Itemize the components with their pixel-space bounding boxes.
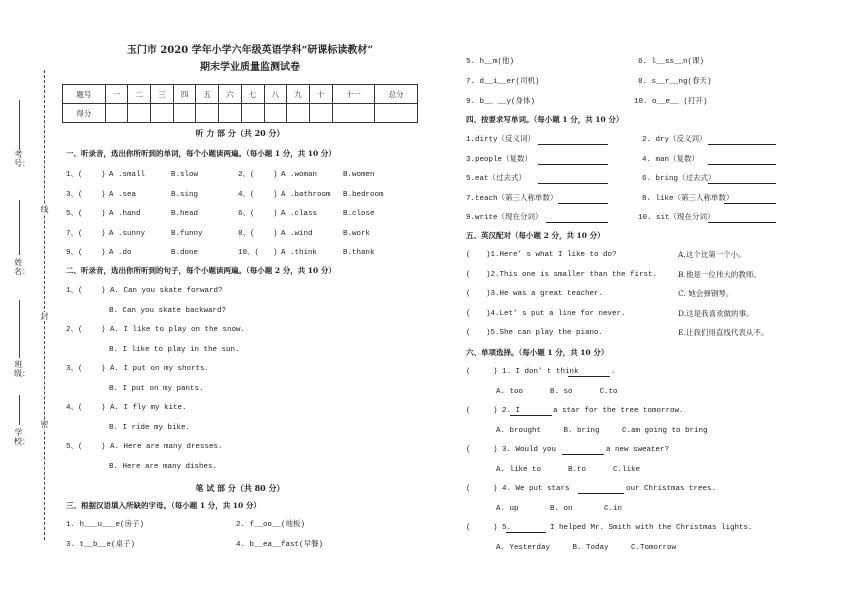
section2-title: 二、听录音，选出你所听到的句子，每个小题读两遍。（每小题 2 分，共 10 分） bbox=[66, 266, 336, 275]
margin-xingming: 姓名： bbox=[14, 258, 30, 276]
s3-item-10: 10. o__e__ (打开) bbox=[634, 98, 708, 106]
score-input[interactable] bbox=[375, 104, 418, 123]
list-item: ( )2.This one is smaller than the first. B.他是一位伟大的教师。 bbox=[466, 269, 761, 279]
list-item: ( )5.She can play the piano. E.让我们用直线代表从不。 bbox=[466, 328, 769, 337]
list-item: B. Here are many dishes. bbox=[109, 462, 218, 471]
score-input[interactable] bbox=[309, 104, 332, 123]
score-cell: 三 bbox=[151, 85, 174, 104]
list-item: 3、( ) A. I put on my shorts. bbox=[66, 365, 210, 373]
answer-blank[interactable] bbox=[568, 367, 610, 377]
section6-title: 六、单项选择。（每小题 1 分，共 10 分） bbox=[466, 348, 609, 357]
list-item: A. up B. on C.in bbox=[496, 504, 623, 513]
section4-items bbox=[466, 135, 786, 233]
section1-items bbox=[66, 170, 406, 268]
score-cell: 一 bbox=[105, 85, 128, 104]
list-item: ( ) 3. Would you a new sweater? bbox=[466, 446, 670, 454]
score-cell: 八 bbox=[264, 85, 287, 104]
answer-blank[interactable] bbox=[506, 523, 546, 533]
score-cell: 二 bbox=[128, 85, 151, 104]
list-item: 3、( ) A .sea B.sing 4、( ) A .bathroom B.bedroom bbox=[66, 190, 384, 199]
list-item: 9、( ) A .do B.done 10、( ) A .think B.thank bbox=[66, 249, 375, 257]
section3-title: 三、根据汉语填入所缺的字母。（每小题 1 分，共 10 分） bbox=[66, 501, 261, 510]
score-input[interactable] bbox=[128, 104, 151, 123]
list-item: ( ) 5. I helped Mr. Smith with the Christmas lights. bbox=[466, 524, 753, 532]
list-item: 1、( ) A. Can you skate forward? bbox=[66, 287, 223, 295]
margin-xuexiao: 学校： bbox=[14, 428, 30, 446]
list-item: ( )1.Here’ s what I like to do? A.这个比第一个小。 bbox=[466, 250, 746, 259]
list-item: A. Yesterday B. Today C.Tomorrow bbox=[496, 543, 677, 552]
margin-xian: 线 bbox=[40, 205, 49, 214]
score-cell: 十 bbox=[309, 85, 332, 104]
binding-margin bbox=[0, 0, 60, 608]
margin-kaohao: 考号： bbox=[14, 150, 30, 168]
s3-item-4: 4. b__ea__fast(早餐) bbox=[236, 541, 324, 549]
list-item: ( ) 4. We put stars our Christmas trees. bbox=[466, 485, 717, 493]
score-cell: 四 bbox=[173, 85, 196, 104]
section5-title: 五、英汉配对（每小题 2 分，共 10 分） bbox=[466, 231, 605, 240]
section6-items bbox=[466, 367, 796, 562]
answer-blank[interactable] bbox=[708, 135, 776, 145]
margin-mi: 密 bbox=[40, 420, 49, 429]
score-input[interactable] bbox=[105, 104, 128, 123]
banji-line[interactable] bbox=[19, 300, 20, 358]
score-table-header-row bbox=[63, 85, 418, 104]
listening-header: 听 力 部 分（共 20 分） bbox=[195, 128, 285, 138]
answer-blank[interactable] bbox=[558, 194, 608, 204]
answer-blank[interactable] bbox=[546, 213, 608, 223]
answer-blank[interactable] bbox=[510, 406, 552, 416]
xingming-line[interactable] bbox=[19, 200, 20, 255]
list-item: 5、( ) A. Here are many dresses. bbox=[66, 443, 223, 451]
score-cell: 总分 bbox=[375, 85, 418, 104]
score-cell: 六 bbox=[219, 85, 242, 104]
s3-item-5: 5. h__m(他) bbox=[466, 58, 515, 66]
answer-blank[interactable] bbox=[708, 213, 776, 223]
s3-item-1: 1. h___u___e(房子) bbox=[66, 521, 145, 529]
score-input[interactable] bbox=[219, 104, 242, 123]
score-table-score-row bbox=[63, 104, 418, 123]
list-item: ( ) 1. I don’ t think . bbox=[466, 368, 616, 376]
title-line2: 期末学业质量监测试卷 bbox=[200, 62, 300, 73]
list-item: A. too B. so C.to bbox=[496, 387, 618, 396]
section2-items bbox=[66, 286, 416, 481]
list-item: 5.eat（过去式） 6. bring（过去式） bbox=[466, 174, 786, 194]
list-item: 1、( ) A .small B.slow 2、( ) A .woman B.women bbox=[66, 171, 375, 179]
list-item: 1.dirty（反义词） 2. dry（反义词） bbox=[466, 135, 786, 155]
list-item: 5、( ) A .hand B.head 6、( ) A .class B.close bbox=[66, 210, 375, 218]
kaohao-line[interactable] bbox=[19, 100, 20, 150]
answer-blank[interactable] bbox=[724, 194, 776, 204]
answer-blank[interactable] bbox=[562, 445, 604, 455]
list-item: B. I like to play in the sun. bbox=[109, 345, 240, 354]
s3-item-3: 3. t__b__e(桌子) bbox=[66, 541, 136, 549]
answer-blank[interactable] bbox=[538, 174, 608, 184]
list-item: 7.teach（第三人称单数） 8. like（第三人称单数） bbox=[466, 194, 786, 214]
s3-item-8: 8. s__r__ng(春天) bbox=[638, 78, 712, 86]
score-input[interactable] bbox=[287, 104, 310, 123]
title-line1: 玉门市 2020 学年小学六年级英语学科“研课标读教材” bbox=[126, 45, 374, 56]
answer-blank[interactable] bbox=[538, 155, 608, 165]
list-item: A. brought B. bring C.am going to bring bbox=[496, 426, 708, 435]
score-input[interactable] bbox=[264, 104, 287, 123]
score-input[interactable] bbox=[241, 104, 264, 123]
list-item: 9.write（现在分词） 10. sit（现在分词） bbox=[466, 213, 786, 233]
score-input[interactable] bbox=[173, 104, 196, 123]
answer-blank[interactable] bbox=[708, 155, 776, 165]
section4-title: 四、按要求写单词。（每小题 1 分，共 10 分） bbox=[466, 115, 624, 124]
binding-line bbox=[44, 70, 45, 540]
s3-item-9: 9. b__ __y(身体) bbox=[466, 98, 536, 106]
written-header: 笔 试 部 分（共 80 分） bbox=[195, 483, 285, 493]
score-input[interactable] bbox=[196, 104, 219, 123]
list-item: B. I put on my pants. bbox=[109, 384, 204, 393]
list-item: B. Can you skate backward? bbox=[109, 306, 227, 315]
list-item: B. I ride my bike. bbox=[109, 423, 191, 432]
s3-item-7: 7. d__i__er(司机) bbox=[466, 78, 540, 86]
score-input[interactable] bbox=[151, 104, 174, 123]
score-label: 得分 bbox=[63, 104, 106, 123]
margin-feng: 封 bbox=[40, 312, 49, 321]
list-item: ( )4.Let’ s put a line for never. D.这是我喜欢做的事。 bbox=[466, 308, 754, 318]
s3-item-2: 2. f__oo__(地板) bbox=[236, 521, 306, 529]
list-item: 7、( ) A .sunny B.funny 8、( ) A .wind B.work bbox=[66, 229, 371, 238]
s3-item-6: 6. l__ss__n(课) bbox=[638, 58, 705, 66]
list-item: 3.people（复数） 4. man（复数） bbox=[466, 155, 786, 175]
section5-items bbox=[466, 250, 796, 348]
score-table bbox=[62, 84, 418, 123]
score-cell: 题号 bbox=[63, 85, 106, 104]
score-input[interactable] bbox=[332, 104, 375, 123]
list-item: 2、( ) A. I like to play on the snow. bbox=[66, 326, 246, 334]
score-cell: 十一 bbox=[332, 85, 375, 104]
margin-banji: 班级： bbox=[14, 360, 30, 378]
section1-title: 一、听录音，选出你所听到的单词，每个小题读两遍。（每小题 1 分，共 10 分） bbox=[66, 149, 336, 158]
list-item: ( ) 2. I a star for the tree tomorrow. bbox=[466, 407, 684, 415]
answer-blank[interactable] bbox=[708, 174, 776, 184]
list-item: ( )3.He was a great teacher. C. 她会弹钢琴。 bbox=[466, 289, 734, 298]
answer-blank[interactable] bbox=[578, 484, 624, 494]
list-item: A. like to B.to C.like bbox=[496, 465, 641, 474]
xuexiao-line[interactable] bbox=[19, 395, 20, 425]
score-cell: 五 bbox=[196, 85, 219, 104]
score-cell: 七 bbox=[241, 85, 264, 104]
score-cell: 九 bbox=[287, 85, 310, 104]
answer-blank[interactable] bbox=[538, 135, 608, 145]
list-item: 4、( ) A. I fly my kite. bbox=[66, 404, 187, 412]
